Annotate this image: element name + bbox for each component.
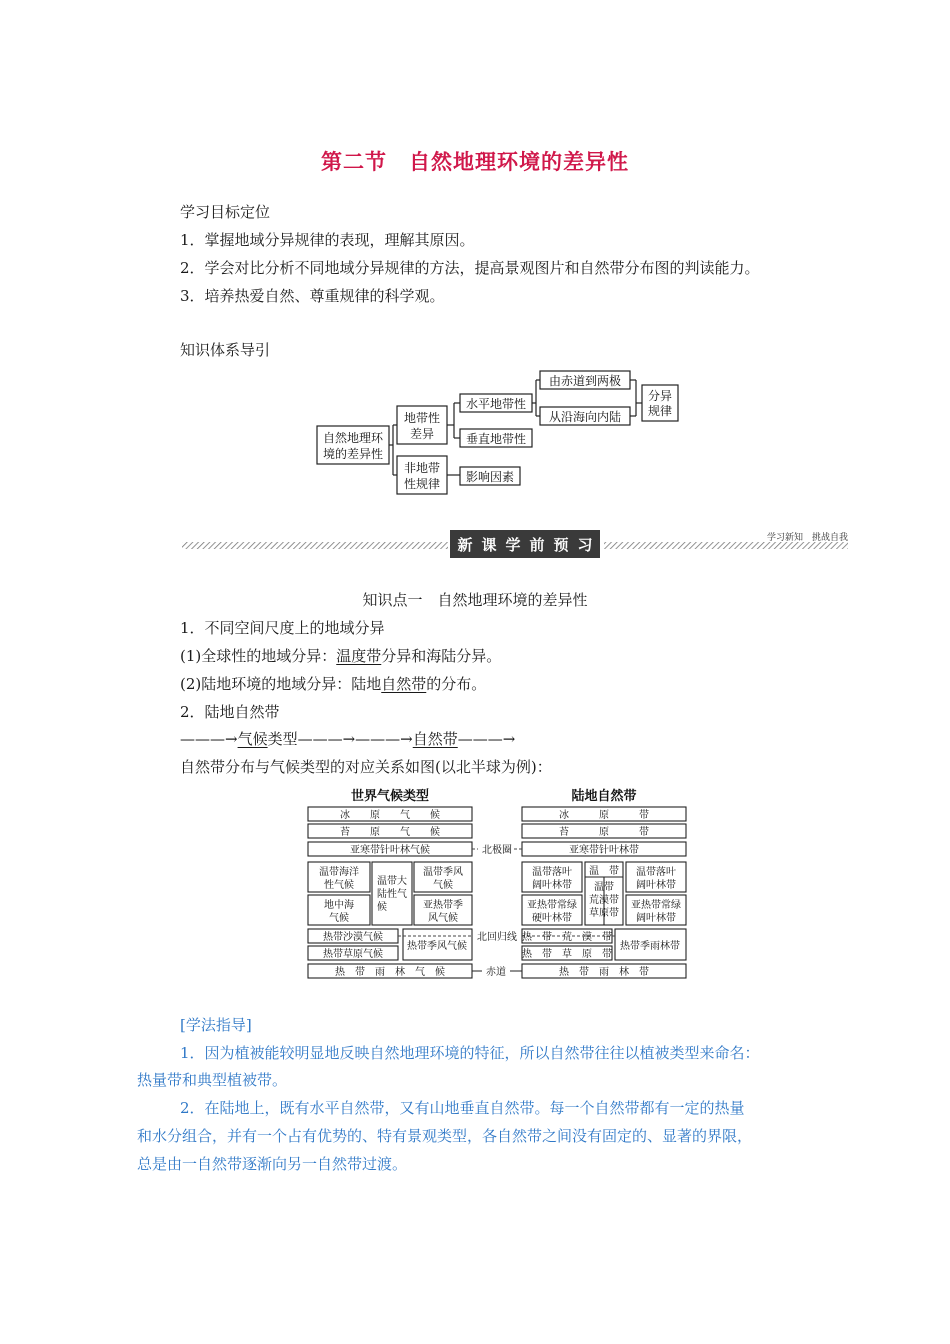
kp1-s1: 1．不同空间尺度上的地域分异 — [180, 619, 385, 637]
zone-temperate-desert: 荒漠带 — [589, 895, 619, 906]
climate-tropical-desert: 热带沙漠气候 — [323, 932, 383, 943]
tree-fenyi-line1: 分异 — [647, 389, 673, 403]
climate-temperate-continental-2: 陆性气 — [377, 889, 407, 900]
zone-temperate-steppe: 草原带 — [589, 908, 619, 919]
system-heading: 知识体系导引 — [180, 341, 271, 359]
tree-root-line1: 自然地理环 — [322, 431, 384, 445]
zone-temperate-deciduous-1: 温带落叶 — [532, 867, 572, 878]
zone-tropical-monsoon-forest: 热带季雨林带 — [620, 941, 680, 952]
climate-ice: 冰 原 气 候 — [340, 810, 440, 821]
line2-prefix: (2)陆地环境的地域分异：陆地 — [180, 675, 382, 693]
guide-p1-line1: 1．因为植被能较明显地反映自然地理环境的特征，所以自然带往往以植被类型来命名： — [180, 1044, 760, 1062]
line2-answer: 自然带 — [381, 675, 427, 693]
kp1-heading: 知识点一 自然地理环境的差异性 — [362, 591, 588, 609]
zone-sclerophyll-1: 亚热带常绿 — [527, 900, 577, 911]
climate-temperate-continental-3: 候 — [377, 902, 387, 913]
banner-right-text: 学习新知 挑战自我 — [766, 533, 848, 543]
goal-item-1: 1．掌握地域分异规律的表现，理解其原因。 — [180, 231, 475, 249]
guide-p2-line1: 2．在陆地上，既有水平自然带，又有山地垂直自然带。每一个自然带都有一定的热量 — [180, 1099, 745, 1117]
climate-temperate-oceanic-2: 性气候 — [324, 880, 354, 891]
tree-fenyi-line2: 规律 — [647, 404, 673, 418]
climate-temperate-monsoon-1: 温带季风 — [423, 867, 463, 878]
zone-evergreen-broadleaf-2: 阔叶林带 — [636, 913, 676, 924]
tree-root-line2: 境的差异性 — [322, 447, 384, 461]
tree-nonzonal-line1: 非地带 — [403, 461, 441, 475]
zone-rainforest: 热 带 雨 林 带 — [559, 967, 649, 978]
zone-temperate-deciduous-2: 阔叶林带 — [532, 880, 572, 891]
climate-subarctic: 亚寒带针叶林气候 — [350, 845, 430, 856]
line1-answer: 温度带 — [336, 647, 382, 665]
climate-mediterranean-2: 气候 — [329, 913, 349, 924]
goals-heading: 学习目标定位 — [180, 203, 271, 221]
banner-char-5: 预 — [553, 536, 569, 554]
arrow-1: ———→ — [180, 730, 238, 748]
goal-item-3: 3．培养热爱自然、尊重规律的科学观。 — [180, 287, 445, 305]
banner-char-1: 新 — [457, 536, 473, 554]
line1-suffix: 分异和海陆分异。 — [381, 647, 502, 665]
tree-factors: 影响因素 — [465, 470, 515, 484]
page-title: 第二节 自然地理环境的差异性 — [321, 149, 629, 174]
climate-temperate-monsoon-2: 气候 — [433, 880, 453, 891]
climate-mediterranean-1: 地中海 — [324, 900, 354, 911]
kp1-s2: 2．陆地自然带 — [180, 703, 280, 721]
arrow-answer-2: 自然带 — [412, 730, 458, 748]
banner-char-2: 课 — [481, 536, 497, 554]
line2-suffix: 的分布。 — [426, 675, 487, 693]
line-arctic-circle: 北极圈 — [482, 845, 512, 856]
banner-char-4: 前 — [529, 536, 545, 554]
line-tropic: 北回归线 — [477, 932, 517, 943]
zone-evergreen-broadleaf-1: 亚热带常绿 — [631, 900, 681, 911]
tree-zonal-line2: 差异 — [409, 427, 435, 441]
guide-p1-line2: 热量带和典型植被带。 — [137, 1071, 288, 1089]
climate-subtropical-monsoon-1: 亚热带季 — [423, 900, 463, 911]
zone-temperate-label: 温带 — [594, 882, 614, 893]
climate-temperate-continental-1: 温带大 — [377, 876, 407, 887]
zone-tropical-savanna: 热 带 草 原 带 — [522, 949, 612, 960]
tree-nonzonal-line2: 性规律 — [403, 477, 441, 491]
zone-ice: 冰 原 带 — [559, 810, 649, 821]
zone-taiga: 亚寒带针叶林带 — [569, 845, 639, 856]
line-equator: 赤道 — [486, 967, 506, 978]
diagram-right-title: 陆地自然带 — [571, 789, 637, 804]
banner-char-3: 学 — [505, 536, 521, 554]
tree-coast-inland: 从沿海向内陆 — [548, 410, 622, 424]
tree-zonal-line1: 地带性 — [403, 411, 441, 425]
zone-temperate-header: 温 带 — [589, 866, 619, 877]
tree-vertical: 垂直地带性 — [465, 432, 527, 446]
climate-subtropical-monsoon-2: 风气候 — [428, 913, 458, 924]
guide-p2-line3: 总是由一自然带逐渐向另一自然带过渡。 — [137, 1155, 408, 1173]
guide-p2-line2: 和水分组合，并有一个占有优势的、特有景观类型，各自然带之间没有固定的、显著的界限， — [137, 1127, 753, 1145]
guide-heading: [学法指导] — [180, 1016, 252, 1034]
line1-prefix: (1)全球性的地域分异： — [180, 647, 337, 665]
climate-tropical-savanna: 热带草原气候 — [323, 949, 383, 960]
tree-horizontal: 水平地带性 — [465, 397, 527, 411]
zone-temperate-deciduous-east-1: 温带落叶 — [636, 867, 676, 878]
goal-item-2: 2．学会对比分析不同地域分异规律的方法，提高景观图片和自然带分布图的判读能力。 — [180, 259, 760, 277]
kp1-relation: 自然带分布与气候类型的对应关系如图(以北半球为例)： — [180, 758, 552, 776]
arrow-3: ———→ — [457, 730, 516, 748]
zone-tropical-desert: 热 带 荒 漠 带 — [522, 932, 612, 943]
banner-char-6: 习 — [577, 536, 593, 554]
arrow-answer-1: 气候 — [237, 730, 268, 748]
climate-tundra: 苔 原 气 候 — [340, 827, 440, 838]
climate-rainforest: 热 带 雨 林 气 候 — [335, 967, 445, 978]
zone-tundra: 苔 原 带 — [559, 827, 649, 838]
diagram-left-title: 世界气候类型 — [350, 789, 430, 804]
zone-sclerophyll-2: 硬叶林带 — [532, 913, 572, 924]
zone-temperate-deciduous-east-2: 阔叶林带 — [636, 880, 676, 891]
climate-tropical-monsoon: 热带季风气候 — [407, 941, 467, 952]
tree-eq-to-pole: 由赤道到两极 — [548, 374, 622, 388]
arrow-2: 类型———→———→ — [267, 730, 413, 748]
climate-temperate-oceanic-1: 温带海洋 — [319, 867, 359, 878]
